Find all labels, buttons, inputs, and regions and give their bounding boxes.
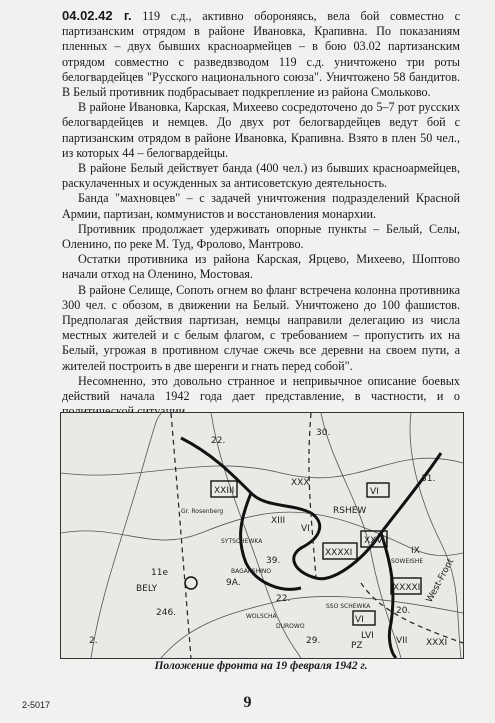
map-caption: Положение фронта на 19 февраля 1942 г. — [154, 660, 368, 672]
paragraph-5: Противник продолжает удерживать опорные пункты – Белый, Селы, Оленино, по реке М. Туд, Фролово, Мантрово. — [62, 221, 460, 252]
map-place-label: DUROWO — [276, 623, 305, 630]
map-label: BELY — [136, 584, 158, 594]
paragraph-6: Остатки противника из района Карская, Ярцево, Михеево, Шоптово начали отход на Оленино, Мостовая. — [62, 252, 460, 282]
map-place-label: WOLSCHA — [246, 613, 277, 620]
map-label: 22. — [276, 594, 291, 604]
front-line — [181, 438, 441, 658]
map-place-label: SSO SCHEWKA — [326, 603, 371, 610]
map-drawing — [61, 413, 463, 658]
paragraph-4: Банда "махновцев" – с задачей уничтожения подразделений Красной Армии, партизан, коммунистов и восстановления монархии. — [62, 191, 460, 221]
map-label: VII — [396, 636, 408, 646]
map-label: RSHEW — [333, 506, 367, 516]
map-label: 2. — [89, 636, 98, 646]
front-map — [60, 412, 464, 659]
map-label: 29. — [306, 636, 321, 646]
map-label: 30. — [316, 428, 331, 438]
map-place-label: SOWEISHE — [391, 558, 424, 565]
map-label: XXVII — [364, 536, 388, 546]
map-label: PZ — [351, 641, 363, 651]
body-text — [62, 8, 460, 419]
map-label: 11e — [151, 568, 168, 578]
map-place-label: BAGAKSHINO — [231, 568, 272, 575]
map-label: 39. — [266, 556, 281, 566]
map-label: XXXXI — [393, 583, 421, 593]
map-lines — [61, 413, 463, 658]
paragraph-3: В районе Белый действует банда (400 чел.) из бывших красноармейцев, раскулаченных и осужденных за антисоветскую деятельность. — [62, 161, 460, 191]
map-label: XIII — [271, 516, 286, 526]
map-label: 9A. — [226, 578, 241, 588]
map-label: XXXI — [426, 638, 448, 648]
map-label: XXIII — [214, 486, 235, 496]
map-label: IX — [411, 546, 420, 556]
map-label: West-Front — [424, 557, 457, 605]
map-label: 31. — [421, 474, 436, 484]
paragraph-2: В районе Ивановка, Карская, Михеево сосредоточено до 5–7 рот русских белогвардейцев и немцев. До двух рот белогвардейцев ведут бой с партизанским отрядом в районе Ивановка, Крапивна. Взято в плен 50 чел., из которых 44 – белогвардейцы. — [62, 100, 460, 160]
map-label: XXXXI — [325, 548, 353, 558]
map-label: LVI — [361, 631, 374, 641]
map-label: 246. — [156, 608, 177, 618]
paragraph-8: Несомненно, это довольно странное и непривычное описание боевых действий начала 1942 года дает представление, в частности, и о — [62, 373, 460, 404]
bely-town-symbol — [185, 577, 197, 589]
map-label: VI — [301, 524, 310, 534]
entry-date: 04.02.42 г. — [62, 8, 132, 23]
paragraph-7: В районе Селище, Сопоть огнем во фланг встречена колонна противника 300 чел. с обозом, в движении на Белый. Уничтожено до 100 фашистов. Предполагая действия партизан, немцы направили делегацию из числа местных жителей и с белым флагом, с требованием – пропустить их на Белый, угрожая в противном случае сжечь все деревни на своем пути, а жителей построить в две шеренги и гнать перед собой". — [62, 282, 460, 373]
map-place-label: Gr. Rosenberg — [181, 508, 224, 515]
map-label: VI — [355, 615, 364, 625]
map-label: XXX — [291, 478, 310, 488]
print-code: 2-5017 — [22, 700, 51, 710]
page-number: 9 — [243, 694, 252, 711]
map-label: 20. — [396, 606, 411, 616]
map-label: 22. — [211, 436, 226, 446]
map-label: VI — [370, 487, 379, 497]
paragraph-1: 04.02.42 г. 119 с.д., активно обороняясь, вела бой совместно с партизанским отрядом в районе Ивановка, Крапивна. По показаниям пленных – двух бывших красноармейцев – в бою 03.02 партизанским отрядом совместно с разведвзводом 119 с.д. уничтожено три роты белогвардейцев "Русского национального союза". Уничтожено 58 бандитов. В Белый противник подбрасывает подкрепление из района Смольково. — [62, 8, 460, 100]
map-place-label: SYTSCHEWKA — [221, 538, 263, 545]
